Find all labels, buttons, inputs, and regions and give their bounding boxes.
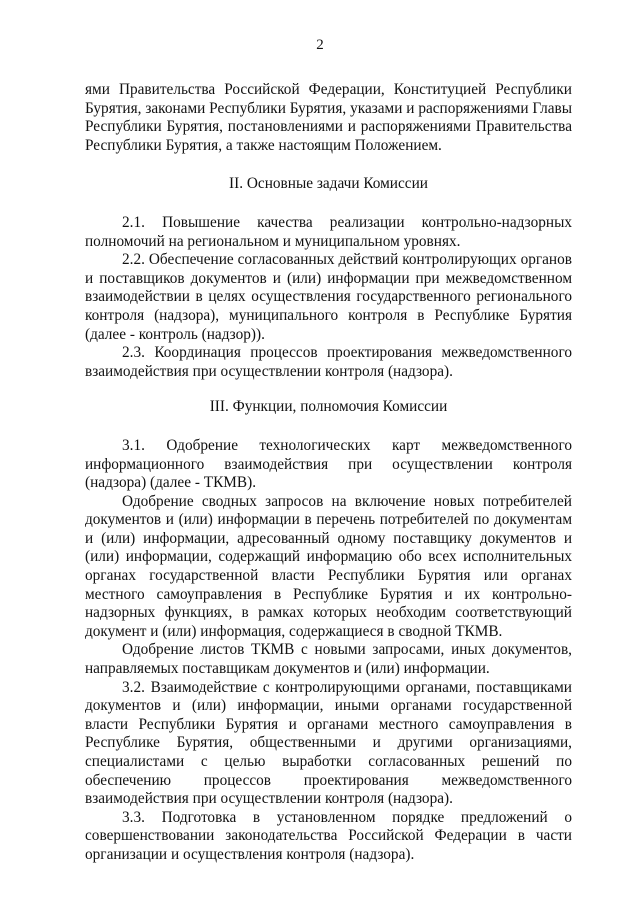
- section-2-paragraph: 2.1. Повышение качества реализации контрольно-надзорных полномочий на региональном и муниципальном уровнях.: [85, 213, 572, 250]
- page-number: 2: [316, 37, 324, 53]
- section-3-heading: III. Функции, полномочия Комиссии: [209, 398, 448, 416]
- intro-paragraph: ями Правительства Российской Федерации, Конституцией Республики Бурятия, законами Республики Бурятия, указами и распоряжениями Главы Республики Бурятия, постановлениями и распоряжениями Правительства Республики Бурятия, а также настоящим Положением.: [85, 81, 572, 154]
- section-3-paragraph: Одобрение листов ТКМВ с новыми запросами, иных документов, направляемых поставщикам документов и (или) информации.: [85, 641, 572, 678]
- section-2-paragraph: 2.2. Обеспечение согласованных действий контролирующих органов и поставщиков документов и (или) информации при межведомственном взаимодействии в целях осуществления государственного регионального контроля (надзора), муниципального контроля в Республике Бурятия (далее - контроль (надзор)).: [85, 251, 572, 343]
- section-3-paragraph: 3.1. Одобрение технологических карт межведомственного информационного взаимодействия при осуществлении контроля (надзора) (далее - ТКМВ).: [85, 436, 572, 492]
- section-2-paragraph: 2.3. Координация процессов проектирования межведомственного взаимодействия при осуществлении контроля (надзора).: [85, 344, 572, 380]
- document-body: [85, 81, 572, 865]
- section-3-paragraph: 3.3. Подготовка в установленном порядке предложений о совершенствовании законодательства Российской Федерации в части организации и осуществления контроля (надзора).: [85, 808, 572, 863]
- section-3-paragraph: Одобрение сводных запросов на включение новых потребителей документов и (или) информации в перечень потребителей по документам и (или) информации, адресованный одному поставщику документов и (или) информации, содержащий информацию обо всех исполнительных органах государственной власти Республики Бурятия или органах местного самоуправления в Республике Бурятия и их контрольно-надзорных функциях, в рамках которых необходим соответствующий документ и (или) информация, содержащиеся в сводной ТКМВ.: [85, 492, 572, 640]
- section-2-heading: II. Основные задачи Комиссии: [229, 175, 428, 193]
- section-3-paragraph: 3.2. Взаимодействие с контролирующими органами, поставщиками документов и (или) информации, иными органами государственной власти Республики Бурятия и органами местного самоуправления в Республике Бурятия, общественными и другими организациями, специалистами с целью выработки согласованных решений по обеспечению процессов проектирования межведомственного взаимодействия при осуществлении контроля (надзора).: [85, 678, 572, 808]
